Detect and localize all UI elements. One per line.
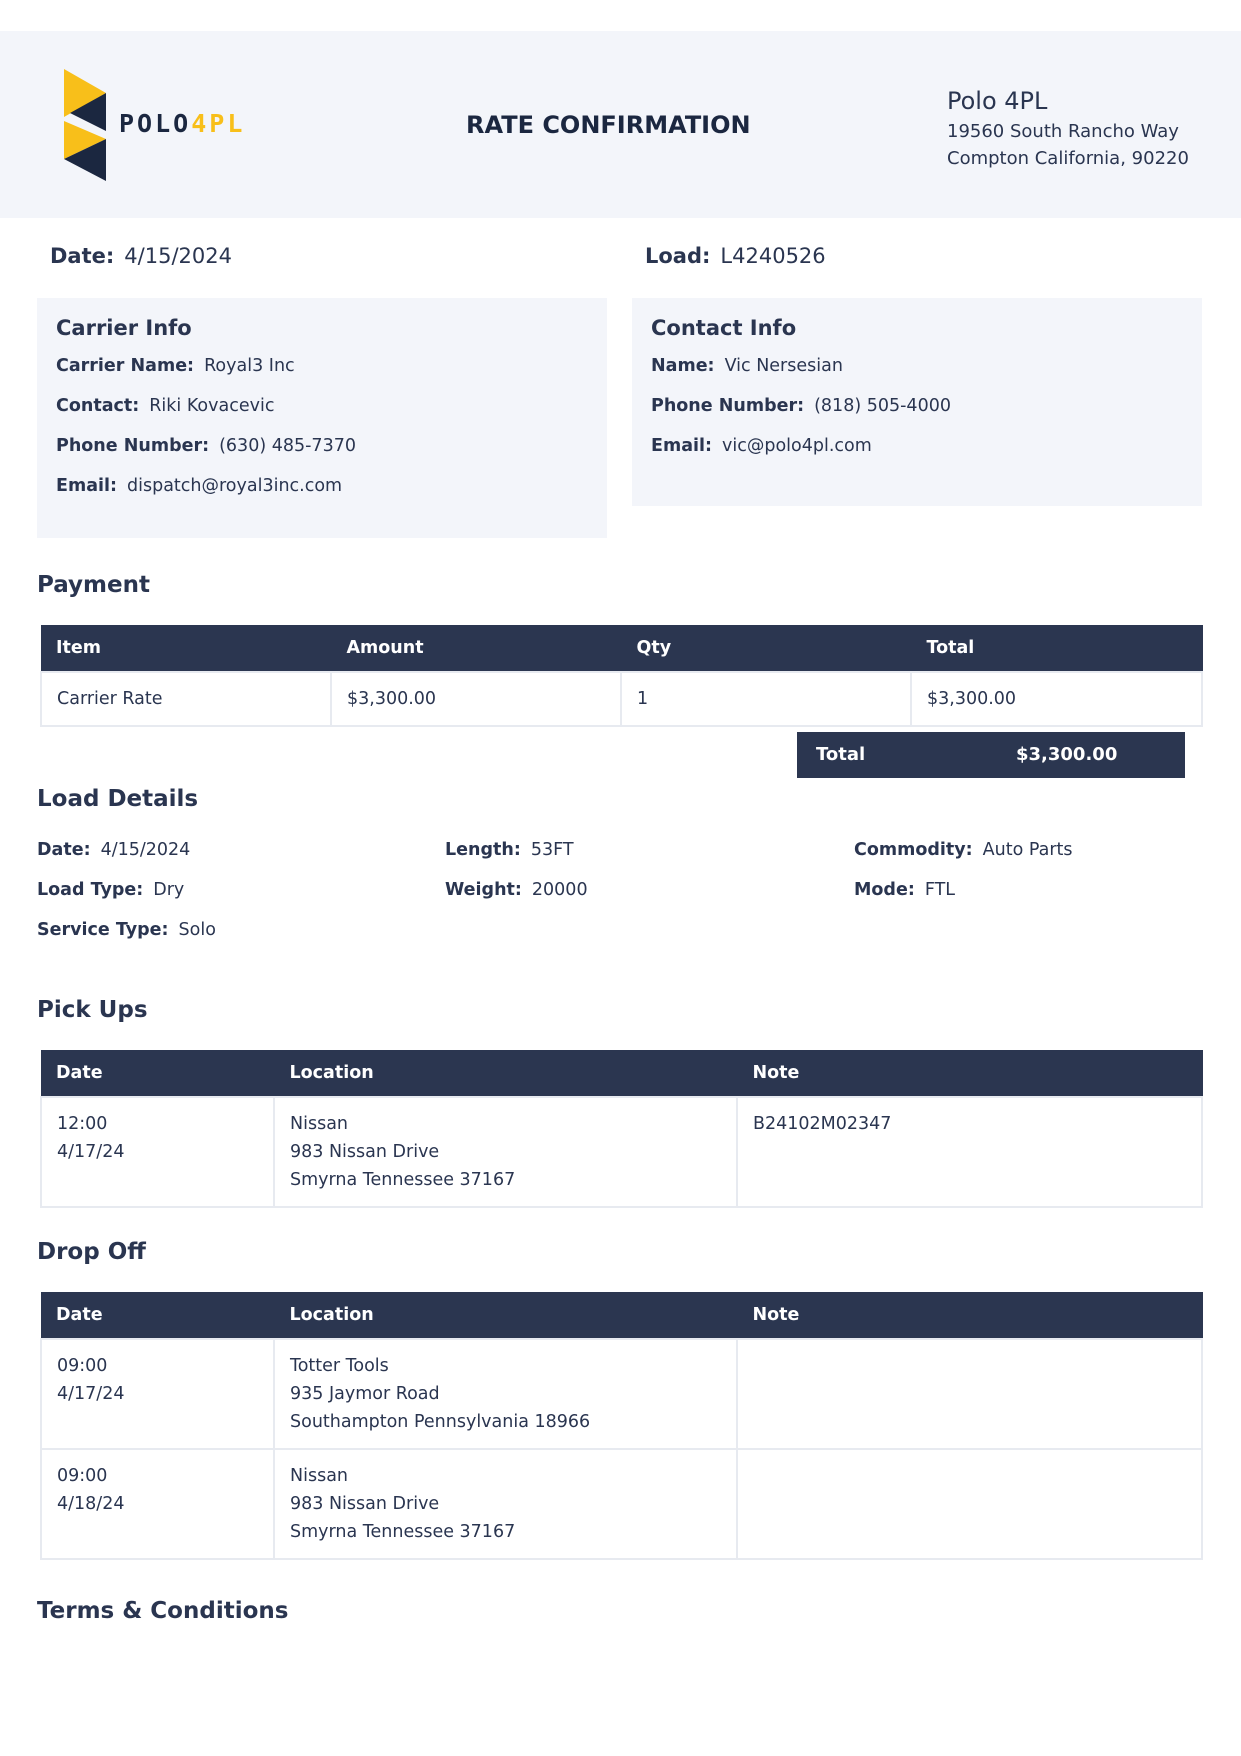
company-logo xyxy=(64,69,264,181)
contact-phone-row xyxy=(651,396,1183,436)
document-title: RATE CONFIRMATION xyxy=(466,111,751,139)
dropoff-time: 09:00 xyxy=(57,1466,108,1486)
cell-amount: $3,300.00 xyxy=(331,672,621,726)
carrier-phone-row xyxy=(56,436,588,476)
load-value: L4240526 xyxy=(720,244,826,268)
field-label: Mode: xyxy=(854,880,915,900)
company-name: Polo 4PL xyxy=(947,87,1048,115)
load-length xyxy=(445,840,574,860)
cell-note: B24102M02347 xyxy=(737,1097,1202,1207)
carrier-email-row xyxy=(56,476,588,516)
table-row xyxy=(41,1449,1202,1559)
table-row xyxy=(41,672,1202,726)
terms-title: Terms & Conditions xyxy=(37,1598,289,1624)
document-header xyxy=(0,31,1241,218)
pickup-date: 4/17/24 xyxy=(57,1142,125,1162)
field-value: (630) 485-7370 xyxy=(219,436,356,456)
date-label: Date: xyxy=(50,244,115,268)
field-label: Name: xyxy=(651,356,715,376)
pickups-table xyxy=(40,1050,1203,1208)
cell-qty: 1 xyxy=(621,672,911,726)
field-label: Service Type: xyxy=(37,920,169,940)
table-header-row xyxy=(41,1292,1202,1339)
date-value: 4/15/2024 xyxy=(124,244,232,268)
contact-email-row xyxy=(651,436,1183,476)
logo-mark-icon xyxy=(64,69,114,181)
field-value: FTL xyxy=(924,880,956,900)
cell-note xyxy=(737,1449,1202,1559)
location-city: Smyrna Tennessee 37167 xyxy=(290,1170,516,1190)
field-value: dispatch@royal3inc.com xyxy=(127,476,343,496)
dropoff-date: 4/17/24 xyxy=(57,1384,125,1404)
field-label: Carrier Name: xyxy=(56,356,195,376)
field-label: Length: xyxy=(445,840,521,860)
field-label: Commodity: xyxy=(854,840,973,860)
load-type xyxy=(37,880,184,900)
contact-info-panel xyxy=(632,298,1202,506)
pickups-title: Pick Ups xyxy=(37,997,148,1023)
company-address-line1: 19560 South Rancho Way xyxy=(947,121,1179,142)
table-header-row xyxy=(41,1050,1202,1097)
logo-wordmark xyxy=(119,109,245,138)
column-header-date: Date xyxy=(41,1292,274,1339)
field-label: Load Type: xyxy=(37,880,144,900)
cell-date xyxy=(41,1449,274,1559)
location-street: 983 Nissan Drive xyxy=(290,1142,440,1162)
company-address-block xyxy=(947,87,1189,169)
field-value: Auto Parts xyxy=(982,840,1073,860)
cell-location xyxy=(274,1097,737,1207)
location-city: Southampton Pennsylvania 18966 xyxy=(290,1412,591,1432)
load-number xyxy=(645,244,826,268)
payment-table xyxy=(40,625,1203,727)
column-header-qty: Qty xyxy=(621,625,911,672)
column-header-note: Note xyxy=(737,1292,1202,1339)
cell-date xyxy=(41,1339,274,1449)
column-header-amount: Amount xyxy=(331,625,621,672)
field-value: vic@polo4pl.com xyxy=(722,436,872,456)
company-address-line2: Compton California, 90220 xyxy=(947,148,1189,169)
cell-location xyxy=(274,1449,737,1559)
contact-name-row xyxy=(651,356,1183,396)
load-commodity xyxy=(854,840,1073,860)
logo-text-polo: POLO xyxy=(119,109,192,138)
total-value: $3,300.00 xyxy=(1016,744,1118,765)
contact-info-title: Contact Info xyxy=(651,316,797,340)
dropoff-date: 4/18/24 xyxy=(57,1494,125,1514)
dropoff-time: 09:00 xyxy=(57,1356,108,1376)
field-value: 4/15/2024 xyxy=(100,840,191,860)
field-value: 20000 xyxy=(531,880,588,900)
location-city: Smyrna Tennessee 37167 xyxy=(290,1522,516,1542)
location-street: 983 Nissan Drive xyxy=(290,1494,440,1514)
load-weight xyxy=(445,880,588,900)
logo-text-4pl: 4PL xyxy=(191,109,246,138)
payment-total-box xyxy=(797,732,1185,778)
field-label: Contact: xyxy=(56,396,140,416)
field-label: Weight: xyxy=(445,880,522,900)
field-value: Royal3 Inc xyxy=(204,356,295,376)
carrier-name-row xyxy=(56,356,588,396)
cell-note xyxy=(737,1339,1202,1449)
field-value: Dry xyxy=(153,880,185,900)
location-name: Nissan xyxy=(290,1114,349,1134)
column-header-date: Date xyxy=(41,1050,274,1097)
column-header-note: Note xyxy=(737,1050,1202,1097)
table-header-row xyxy=(41,625,1202,672)
field-label: Phone Number: xyxy=(56,436,210,456)
column-header-location: Location xyxy=(274,1050,737,1097)
dropoff-title: Drop Off xyxy=(37,1239,146,1265)
load-details-title: Load Details xyxy=(37,786,199,812)
service-type xyxy=(37,920,216,940)
load-date xyxy=(37,840,190,860)
field-label: Date: xyxy=(37,840,91,860)
cell-location xyxy=(274,1339,737,1449)
table-row xyxy=(41,1339,1202,1449)
carrier-contact-row xyxy=(56,396,588,436)
field-label: Email: xyxy=(56,476,117,496)
column-header-item: Item xyxy=(41,625,331,672)
load-label: Load: xyxy=(645,244,711,268)
location-name: Totter Tools xyxy=(290,1356,389,1376)
document-date xyxy=(50,244,232,268)
field-value: Solo xyxy=(178,920,216,940)
carrier-info-panel xyxy=(37,298,607,538)
load-mode xyxy=(854,880,955,900)
cell-item: Carrier Rate xyxy=(41,672,331,726)
location-name: Nissan xyxy=(290,1466,349,1486)
field-value: 53FT xyxy=(530,840,574,860)
field-label: Email: xyxy=(651,436,712,456)
carrier-info-title: Carrier Info xyxy=(56,316,192,340)
table-row xyxy=(41,1097,1202,1207)
field-value: (818) 505-4000 xyxy=(814,396,951,416)
payment-title: Payment xyxy=(37,572,150,598)
column-header-total: Total xyxy=(911,625,1202,672)
field-label: Phone Number: xyxy=(651,396,805,416)
field-value: Vic Nersesian xyxy=(724,356,843,376)
total-label: Total xyxy=(816,744,866,765)
field-value: Riki Kovacevic xyxy=(149,396,275,416)
dropoff-table xyxy=(40,1292,1203,1560)
cell-date xyxy=(41,1097,274,1207)
column-header-location: Location xyxy=(274,1292,737,1339)
pickup-time: 12:00 xyxy=(57,1114,108,1134)
location-street: 935 Jaymor Road xyxy=(290,1384,440,1404)
cell-total: $3,300.00 xyxy=(911,672,1202,726)
